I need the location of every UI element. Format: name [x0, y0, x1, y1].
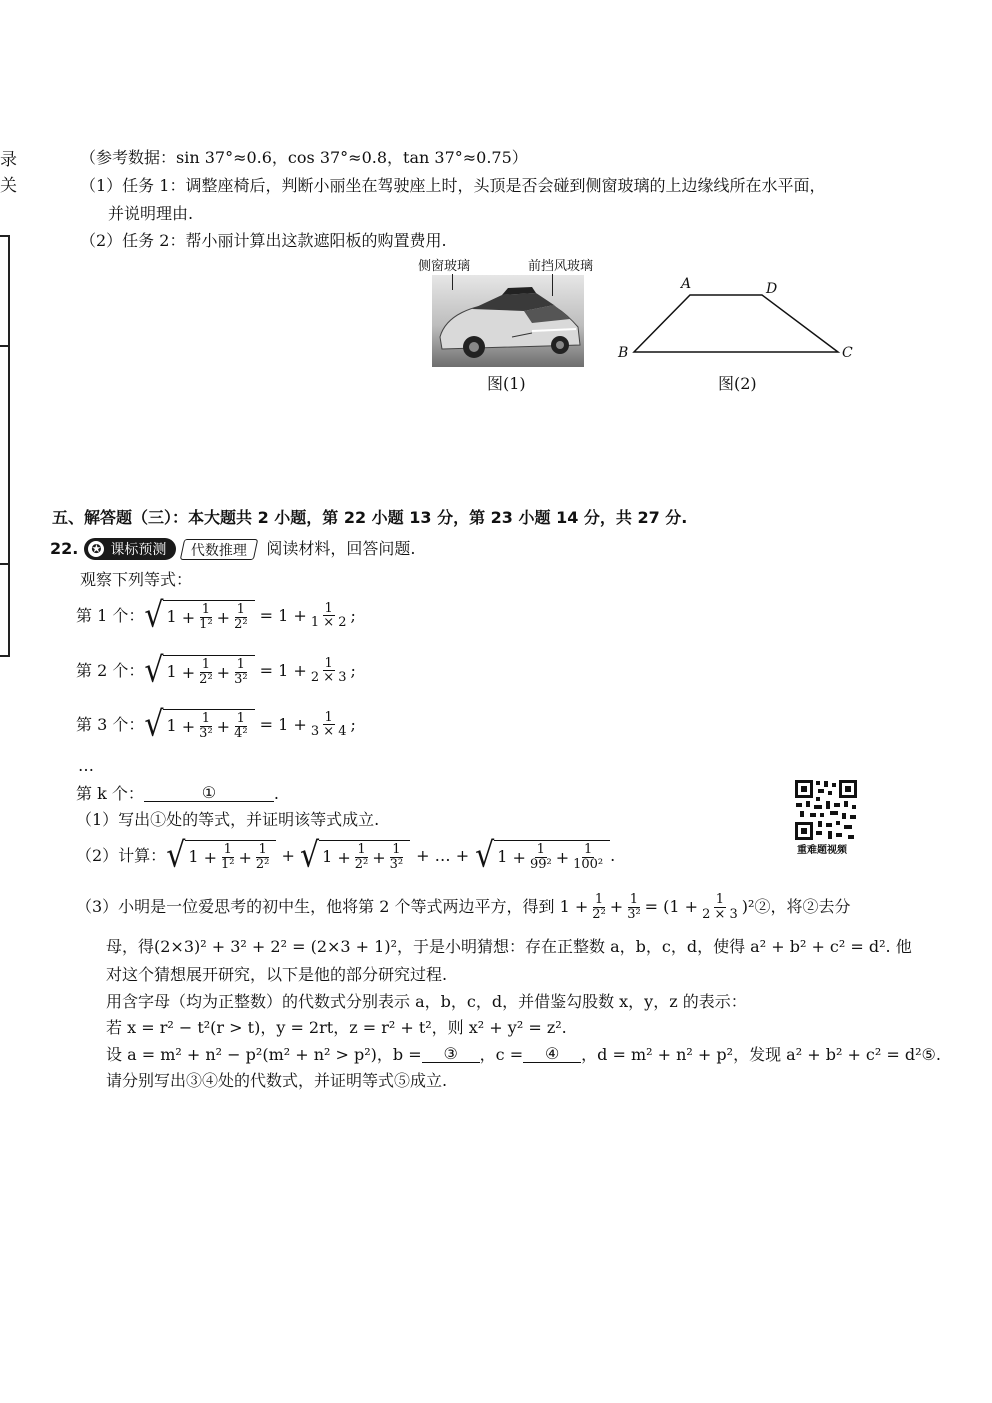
vertex-d: D: [766, 281, 778, 297]
qr-caption: 重难题视频: [797, 845, 847, 856]
blank-3: ③: [422, 1046, 480, 1063]
part2: （2）计算： √ 1 + $\frac{1}{\text{1²}}$ + $\frac{1}{\text{2²}}$ + √ 1 + $\frac{1}{\text{2²}}$ + $\frac{1}{\text{3²}}$ + … + √ 1 + $\frac{1}{\text{99²}}$ + $\frac{1}{\text{100²}}$ .: [76, 834, 616, 876]
sqrt: √ 1 + $\frac{1}{\text{2²}}$ + $\frac{1}{\text{3²}}$: [144, 655, 254, 686]
binding-tick: [0, 345, 10, 347]
term: 1: [278, 660, 289, 680]
kth-label: 第 k 个：: [76, 784, 144, 803]
vertex-b: B: [618, 345, 629, 361]
car-photo: [432, 275, 584, 367]
equation-3: 第 3 个： √ 1 + $\frac{1}{\text{3²}}$ + $\frac{1}{\text{4²}}$ = 1 + $\frac{1}{3 \times 4}$ ;: [76, 703, 356, 745]
fraction: $\frac{1}{\text{2²}}$: [199, 657, 213, 687]
equation-label: 第 2 个：: [76, 660, 145, 680]
ellipsis: …: [78, 756, 94, 775]
sqrt: √ 1 + $\frac{1}{\text{99²}}$ + $\frac{1}{\text{100²}}$: [475, 840, 610, 871]
q22-badge-label: 课标预测: [110, 542, 167, 558]
fraction: $\frac{1}{\text{4²}}$: [234, 711, 248, 741]
q22-tag-label: 代数推理: [191, 542, 248, 558]
equation-1: 第 1 个： √ 1 + $\frac{1}{\text{1²}}$ + $\frac{1}{\text{2²}}$ = 1 + $\frac{1}{1 \times 2}$ ;: [76, 594, 356, 636]
part3-line4: 用含字母（均为正整数）的代数式分别表示 a，b，c，d，并借鉴勾股数 x，y，z 的表示：: [106, 992, 747, 1011]
term: 1: [166, 716, 177, 736]
part3-text: = (1 +: [644, 897, 699, 917]
label-side-window: 侧窗玻璃: [418, 259, 471, 274]
fraction: $\frac{1}{\text{3²}}$: [199, 711, 213, 741]
equation-label: 第 1 个：: [76, 605, 145, 625]
task1-line1: （1）任务 1：调整座椅后，判断小丽坐在驾驶座上时，头顶是否会碰到侧窗玻璃的上边缘线所在水平面，: [80, 176, 826, 195]
q22-badge: [84, 538, 176, 560]
q22-header: [50, 538, 415, 560]
term: 1: [166, 607, 177, 627]
vertex-a: A: [681, 276, 692, 292]
part3-text: （3）小明是一位爱思考的初中生，他将第 2 个等式两边平方，得到 1 +: [76, 897, 589, 917]
trapezoid-figure: [610, 275, 870, 365]
part3-line1: （3）小明是一位爱思考的初中生，他将第 2 个等式两边平方，得到 1 + $\frac{1}{\text{2²}}$ + $\frac{1}{\text{3²}}$ = (1 + $\frac{1}{2 \times 3}$ )²②，将②去分: [76, 892, 851, 922]
margin-mark-1: 录: [0, 150, 17, 170]
pointer-front: [552, 274, 553, 296]
binding-tick: [0, 563, 10, 565]
part3-line5: 若 x = r² − t²(r > t)，y = 2rt，z = r² + t²，则 x² + y² = z².: [106, 1018, 567, 1037]
part3-text: ，d = m² + n² + p²，发现 a² + b² + c² = d²⑤.: [581, 1045, 941, 1064]
part3-line2: 母，得(2×3)² + 3² + 2² = (2×3 + 1)²，于是小明猜想：存在正整数 a，b，c，d，使得 a² + b² + c² = d². 他: [106, 937, 912, 956]
q22-number: 22.: [50, 539, 79, 558]
term: 1: [278, 714, 289, 734]
sqrt: √ 1 + $\frac{1}{\text{1²}}$ + $\frac{1}{\text{2²}}$: [166, 840, 276, 871]
task2: （2）任务 2：帮小丽计算出这款遮阳板的购置费用.: [80, 231, 447, 250]
pointer-side: [452, 274, 453, 290]
fraction: $\frac{1}{\text{2²}}$: [234, 602, 248, 632]
binding-line: [8, 235, 10, 657]
part3-text: ，c =: [479, 1045, 524, 1064]
binding-tick: [0, 655, 10, 657]
figure2-caption: 图(2): [718, 374, 757, 393]
fraction: $\frac{1}{\text{1²}}$: [199, 602, 213, 632]
q22-tag: [180, 539, 258, 560]
section5-header: 五、解答题（三）：本大题共 2 小题，第 22 小题 13 分，第 23 小题 14 分，共 27 分.: [52, 508, 688, 527]
blank-1: ①: [144, 785, 274, 802]
sqrt: √ 1 + $\frac{1}{\text{2²}}$ + $\frac{1}{\text{3²}}$: [300, 840, 410, 871]
sqrt: √ 1 + $\frac{1}{\text{1²}}$ + $\frac{1}{\text{2²}}$: [144, 600, 254, 631]
binding-tick: [0, 235, 10, 237]
part3-text: )²②，将②去分: [741, 897, 851, 917]
term: 1: [278, 605, 289, 625]
part1: （1）写出①处的等式，并证明该等式成立.: [76, 810, 380, 829]
equation-2: 第 2 个： √ 1 + $\frac{1}{\text{2²}}$ + $\frac{1}{\text{3²}}$ = 1 + $\frac{1}{2 \times 3}$ ;: [76, 649, 356, 691]
fraction: $\frac{1}{1 \times 2}$: [310, 600, 347, 631]
part3-line3: 对这个猜想展开研究，以下是他的部分研究过程.: [106, 965, 448, 984]
fraction: $\frac{1}{2 \times 3}$: [310, 655, 347, 686]
figure1-caption: 图(1): [487, 374, 526, 393]
part3-line7: 请分别写出③④处的代数式，并证明等式⑤成立.: [106, 1071, 448, 1090]
sum-dots: + … +: [416, 845, 470, 865]
part3-line6: [106, 1046, 941, 1063]
part3-text: 设 a = m² + n² − p²(m² + n² > p²)，b =: [106, 1045, 422, 1064]
blank-4: ④: [523, 1046, 581, 1063]
fraction: $\frac{1}{3 \times 4}$: [310, 709, 347, 740]
vertex-c: C: [842, 345, 853, 361]
observe-text: 观察下列等式：: [80, 570, 193, 589]
label-windshield: 前挡风玻璃: [528, 259, 594, 274]
reference-data: （参考数据：sin 37°≈0.6，cos 37°≈0.8，tan 37°≈0.75）: [80, 148, 528, 167]
fraction: $\frac{1}{\text{3²}}$: [234, 657, 248, 687]
margin-mark-2: 关: [0, 176, 17, 196]
part2-label: （2）计算：: [76, 845, 167, 865]
task1-line2: 并说明理由.: [108, 204, 194, 223]
qr-code: [794, 779, 858, 841]
sqrt: √ 1 + $\frac{1}{\text{3²}}$ + $\frac{1}{\text{4²}}$: [144, 709, 254, 740]
q22-intro: 阅读材料，回答问题.: [266, 539, 416, 558]
kth-equation: 第 k 个： ① .: [76, 783, 279, 803]
star-icon: ✪: [88, 541, 104, 557]
equation-label: 第 3 个：: [76, 714, 145, 734]
term: 1: [166, 662, 177, 682]
